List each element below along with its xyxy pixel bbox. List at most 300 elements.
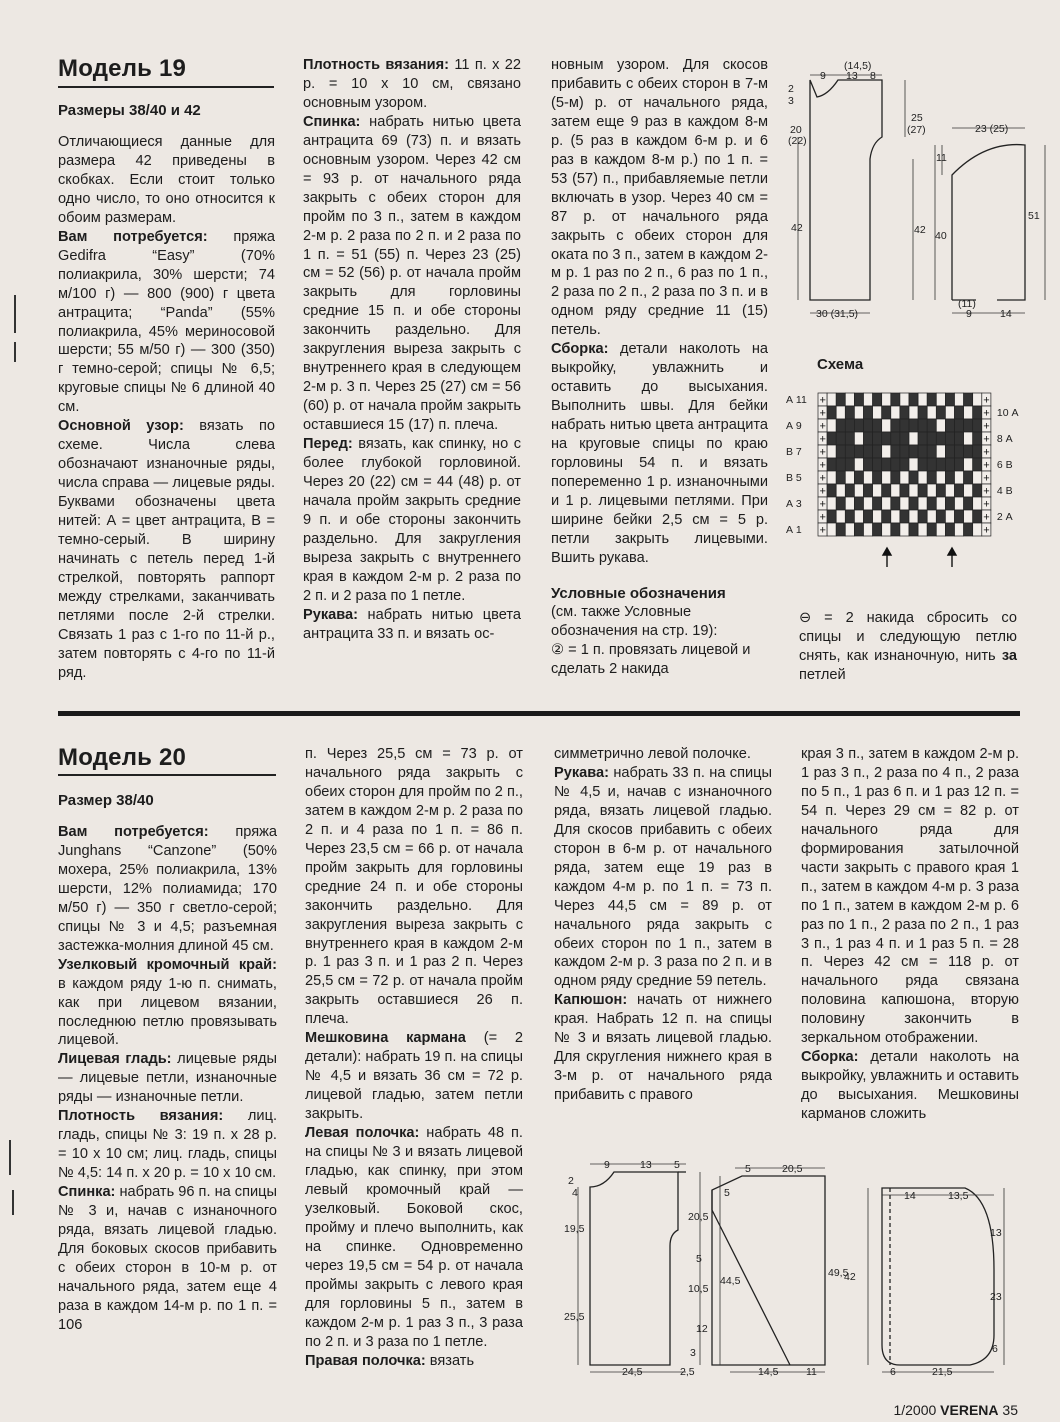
- plus-symbol-icon: +: [983, 498, 990, 511]
- paragraph-heading: Сборка:: [551, 341, 609, 358]
- footer-issue: 1/2000: [893, 1402, 937, 1418]
- paragraph-text: набрать 48 п. на спицы № 3 и вязать лицевой гладью, как спинку, при этом левый кромочный край — узелковый. Боковой скос, пройму и плечо выполнить, как на спинке. Одновременно через 19,5 см = 54 р. от начала проймы закрыть с левого края для горловины 5 п., затем в каждом 2-м р. 1 раз 3 п., 3 раза по 2 п. и 3 раза по 1 петле.: [305, 1125, 523, 1350]
- chart-cell: [845, 523, 854, 536]
- chart-cell: [891, 497, 900, 510]
- dimension-label: 13: [640, 1159, 652, 1171]
- chart-cell: [909, 393, 918, 406]
- paragraph-text: Отличающиеся данные для размера 42 приведены в скобках. Если стоит только одно число, то оно относится к обоим размерам.: [58, 134, 275, 226]
- chart-cell: [836, 393, 845, 406]
- paragraph-text: детали наколоть на выкройку, увлажнить и оставить до высыхания. Мешковины карманов сложить: [801, 1049, 1019, 1123]
- chart-cell: [909, 484, 918, 497]
- plus-symbol-icon: +: [819, 511, 826, 524]
- dimension-label: 2,5: [680, 1366, 695, 1378]
- paragraph: [58, 1107, 277, 1183]
- chart-cell: [945, 471, 954, 484]
- chart-cell: [909, 471, 918, 484]
- chart-cell: [918, 458, 927, 471]
- schema-label: Схема: [817, 356, 864, 373]
- chart-cell: [973, 419, 982, 432]
- chart-cell: [955, 393, 964, 406]
- dimension-label: 11: [936, 152, 947, 164]
- plus-symbol-icon: +: [983, 394, 990, 407]
- dimension-label: 24,5: [622, 1366, 643, 1378]
- plus-symbol-icon: +: [983, 446, 990, 459]
- paragraph-heading: Капюшон:: [554, 992, 628, 1009]
- chart-cell: [882, 523, 891, 536]
- chart-cell: [873, 419, 882, 432]
- chart-cell: [827, 432, 836, 445]
- chart-cell: [882, 393, 891, 406]
- chart-cell: [973, 523, 982, 536]
- model19-column-3: [551, 56, 768, 568]
- model19-title: Модель 19: [58, 55, 187, 82]
- chart-cell: [900, 432, 909, 445]
- dimension-label: 2: [788, 83, 794, 95]
- model19-column-2: [303, 56, 521, 644]
- model20-sizes: Размер 38/40: [58, 792, 154, 809]
- chart-cell: [900, 445, 909, 458]
- chart-cell: [955, 523, 964, 536]
- plus-symbol-icon: +: [819, 446, 826, 459]
- legend-ref: (см. также Условные обозначения на стр. 19):: [551, 604, 718, 639]
- chart-cell: [900, 458, 909, 471]
- chart-cell: [955, 406, 964, 419]
- paragraph: [303, 435, 521, 606]
- chart-cell: [854, 406, 863, 419]
- chart-cell: [882, 471, 891, 484]
- chart-cell: [909, 419, 918, 432]
- chart-grid: [818, 393, 991, 537]
- chart-cell: [955, 510, 964, 523]
- chart-row-label-right: 4 В: [996, 485, 1013, 497]
- chart-cell: [900, 523, 909, 536]
- chart-cell: [864, 523, 873, 536]
- chart-cell: [836, 419, 845, 432]
- chart-cell: [873, 484, 882, 497]
- model19-title-rule: [58, 86, 274, 88]
- paragraph: [58, 1050, 277, 1107]
- chart-cell: [900, 393, 909, 406]
- dimension-label: 13: [990, 1227, 1002, 1239]
- chart-cell: [918, 510, 927, 523]
- chart-cell: [845, 393, 854, 406]
- model19-sizes: Размеры 38/40 и 42: [58, 102, 201, 119]
- chart-cell: [873, 406, 882, 419]
- chart-cell: [836, 523, 845, 536]
- chart-cell: [845, 445, 854, 458]
- chart-cell: [873, 445, 882, 458]
- chart-cell: [882, 510, 891, 523]
- paragraph: [58, 133, 275, 228]
- chart-cell: [927, 497, 936, 510]
- dimension-label: 9: [966, 308, 972, 320]
- chart-cell: [973, 510, 982, 523]
- chart-cell: [936, 510, 945, 523]
- chart-cell: [836, 497, 845, 510]
- chart-cell: [864, 484, 873, 497]
- paragraph: [303, 113, 521, 435]
- margin-mark: [14, 295, 16, 333]
- chart-cell: [854, 510, 863, 523]
- paragraph-text: новным узором. Для скосов прибавить с обеих сторон в 7-м (5-м) р. от начального ряда, затем еще 9 раз в каждом 8-м р. (5 раз в каждом 6-м р. и 6 раз в каждом 8-м р.) по 1 п. = 53 (57) п., прибавляемые петли включать в узор. Через 40 см = 87 р. от начального ряда закрыть с обеих сторон для оката по 3 п., затем в каждом 2-м р. 1 раз по 2 п., 6 раз по 1 п., 2 раза по 2 п., 2 раза по 3 п. и в одном ряду средние 11 (15) петель.: [551, 57, 768, 339]
- dimension-label: 40: [935, 230, 947, 242]
- plus-symbol-icon: +: [819, 472, 826, 485]
- paragraph: [303, 606, 521, 644]
- paragraph-text: в каждом ряду 1-ю п. снимать, как при лицевом вязании, последнюю петлю провязывать лицевой.: [58, 975, 277, 1049]
- margin-mark: [9, 1140, 11, 1175]
- paragraph: [58, 228, 275, 418]
- paragraph-heading: Вам потребуется:: [58, 824, 209, 840]
- chart-cell: [918, 471, 927, 484]
- paragraph: [58, 956, 277, 1051]
- chart-cell: [936, 419, 945, 432]
- dimension-label: (27): [907, 124, 926, 136]
- dimension-label: 13: [846, 70, 858, 82]
- chart-cell: [891, 523, 900, 536]
- chart-cell: [827, 458, 836, 471]
- paragraph-text: лиц. гладь, спицы № 3: 19 п. х 28 р. = 10 х 10 см; лиц. гладь, спицы № 4,5: 14 п. х 20 р. = 10 х 10 см.: [58, 1108, 277, 1182]
- chart-cell: [955, 458, 964, 471]
- dimension-label: 8: [870, 70, 876, 82]
- chart-cell: [836, 471, 845, 484]
- chart-cell: [827, 497, 836, 510]
- chart-cell: [864, 445, 873, 458]
- chart-cell: [900, 510, 909, 523]
- chart-cell: [864, 393, 873, 406]
- chart-cell: [927, 406, 936, 419]
- chart-cell: [845, 497, 854, 510]
- chart-row-label-right: 8 А: [996, 433, 1013, 445]
- chart-cell: [909, 510, 918, 523]
- chart-cell: [873, 393, 882, 406]
- dimension-label: 25,5: [564, 1311, 585, 1323]
- paragraph: [305, 1124, 523, 1351]
- chart-cell: [836, 445, 845, 458]
- chart-cell: [836, 406, 845, 419]
- chart-row-label-left: А 1: [786, 524, 802, 536]
- paragraph-heading: Вам потребуется:: [58, 228, 208, 245]
- plus-symbol-icon: +: [819, 420, 826, 433]
- chart-cell: [900, 406, 909, 419]
- paragraph-heading: Правая полочка:: [305, 1352, 426, 1369]
- repeat-arrows: [883, 548, 956, 567]
- paragraph-text: вязать по схеме. Числа слева обозначают изнаночные ряды, числа справа — лицевые ряды. Буквами обозначены цвета нитей: А = цвет антрацита, В = темно-серый. В ширину начинать с петель перед 1-й стрелкой, повторять раппорт между стрелками, заканчивать петлями после 2-й стрелки. Связать 1 раз с 1-го по 11-й р., затем повторять с 4-го по 11-й ряд.: [58, 418, 275, 681]
- chart-cell: [845, 432, 854, 445]
- chart-cell: [854, 484, 863, 497]
- dimension-label: 6: [992, 1343, 998, 1355]
- model20-column-4: [801, 745, 1019, 1124]
- paragraph-heading: Мешковина кармана: [305, 1030, 466, 1047]
- paragraph: [305, 1029, 523, 1124]
- plus-symbol-icon: +: [819, 433, 826, 446]
- chart-cell: [900, 497, 909, 510]
- chart-cell: [845, 471, 854, 484]
- chart-cell: [891, 432, 900, 445]
- dimension-label: 20,5: [688, 1211, 709, 1223]
- chart-cell: [973, 458, 982, 471]
- chart-cell: [955, 484, 964, 497]
- chart-cell: [909, 497, 918, 510]
- dimension-label: 5: [696, 1253, 702, 1265]
- chart-row-label-left: В 7: [786, 446, 802, 458]
- dimension-label: 42: [791, 222, 803, 234]
- chart-cell: [964, 510, 973, 523]
- dimension-label: 14: [904, 1190, 916, 1202]
- paragraph: [58, 823, 277, 956]
- paragraph-heading: Спинка:: [303, 113, 361, 130]
- chart-cell: [864, 458, 873, 471]
- chart-row-label-right: 2 А: [996, 511, 1013, 523]
- dimension-label: 14,5: [758, 1366, 779, 1378]
- paragraph-heading: Основной узор:: [58, 418, 184, 435]
- chart-cell: [873, 497, 882, 510]
- chart-cell: [891, 406, 900, 419]
- model20-title-rule: [58, 774, 276, 776]
- chart-cell: [927, 510, 936, 523]
- dimension-label: 20: [790, 124, 802, 136]
- chart-cell: [900, 471, 909, 484]
- chart-cell: [964, 406, 973, 419]
- chart-cell: [891, 393, 900, 406]
- chart-cell: [864, 419, 873, 432]
- chart-cell: [882, 458, 891, 471]
- plus-symbol-icon: +: [983, 485, 990, 498]
- paragraph-heading: Плотность вязания:: [58, 1108, 224, 1125]
- legend-item-2-text: ⊖ = 2 накида сбросить со спицы и следующую петлю снять, как изнаночную, нить: [799, 610, 1017, 664]
- paragraph: [58, 1183, 277, 1335]
- chart-cell: [873, 510, 882, 523]
- chart-cell: [973, 471, 982, 484]
- plus-symbol-icon: +: [983, 472, 990, 485]
- chart-cell: [927, 393, 936, 406]
- dimension-label: 9: [820, 70, 826, 82]
- legend-item-2-end: петлей: [799, 667, 846, 683]
- chart-cell: [882, 406, 891, 419]
- chart-cell: [945, 432, 954, 445]
- dimension-label: 3: [690, 1347, 696, 1359]
- legend-item-1: ② = 1 п. провязать лицевой и сделать 2 накида: [551, 642, 751, 677]
- chart-cell: [836, 432, 845, 445]
- chart-cell: [945, 445, 954, 458]
- chart-cell: [864, 432, 873, 445]
- model19-pattern-diagram: [780, 55, 1050, 325]
- dimension-label: 49,5: [828, 1267, 849, 1279]
- chart-cell: [854, 471, 863, 484]
- chart-cell: [900, 484, 909, 497]
- back-front-outline: [810, 80, 882, 300]
- chart-cell: [827, 484, 836, 497]
- dimension-label: (11): [958, 298, 976, 310]
- chart-cell: [936, 445, 945, 458]
- paragraph-heading: Узелковый кромочный край:: [58, 956, 277, 973]
- paragraph: [554, 764, 772, 991]
- chart-cell: [836, 484, 845, 497]
- paragraph-text: вязать: [425, 1352, 475, 1369]
- dimension-label: (22): [788, 135, 807, 147]
- footer-page-number: 35: [1002, 1402, 1018, 1418]
- chart-cell: [891, 471, 900, 484]
- chart-cell: [873, 523, 882, 536]
- chart-cell: [827, 393, 836, 406]
- chart-cell: [864, 471, 873, 484]
- chart-cell: [964, 419, 973, 432]
- model19-column-1: [58, 133, 275, 683]
- paragraph: [554, 991, 772, 1105]
- chart-cell: [827, 523, 836, 536]
- paragraph-heading: Лицевая гладь:: [58, 1051, 172, 1068]
- dimension-label: 5: [674, 1159, 680, 1171]
- plus-symbol-icon: +: [819, 394, 826, 407]
- chart-cell: [964, 393, 973, 406]
- dimension-label: 3: [788, 95, 794, 107]
- chart-cell: [854, 445, 863, 458]
- chart-cell: [836, 510, 845, 523]
- paragraph-text: набрать нитью цвета антрацита 33 п. и вязать ос-: [303, 606, 521, 642]
- paragraph-heading: Рукава:: [303, 606, 359, 623]
- chart-cell: [845, 419, 854, 432]
- dimension-label: 30 (31,5): [816, 308, 859, 320]
- paragraph: [801, 1048, 1019, 1124]
- chart-cell: [964, 432, 973, 445]
- chart-cell: [955, 432, 964, 445]
- chart-cell: [882, 497, 891, 510]
- paragraph-heading: Спинка:: [58, 1184, 116, 1201]
- margin-mark: [14, 342, 16, 362]
- paragraph-heading: Сборка:: [801, 1049, 859, 1066]
- chart-cell: [918, 393, 927, 406]
- dimension-label: 23 (25): [975, 123, 1009, 135]
- hood-outline: [882, 1188, 994, 1365]
- chart-cell: [864, 510, 873, 523]
- chart-cell: [927, 471, 936, 484]
- paragraph-heading: Рукава:: [554, 764, 610, 781]
- dimension-label: 44,5: [720, 1275, 741, 1287]
- chart-cell: [918, 523, 927, 536]
- chart-cell: [973, 432, 982, 445]
- chart-cell: [918, 497, 927, 510]
- model20-column-1: [58, 823, 277, 1335]
- paragraph: [554, 745, 772, 764]
- paragraph: [551, 340, 768, 567]
- chart-cell: [891, 458, 900, 471]
- chart-cell: [864, 497, 873, 510]
- paragraph-heading: Перед:: [303, 436, 353, 453]
- legend-title: Условные обозначения: [551, 585, 726, 602]
- chart-cell: [891, 510, 900, 523]
- dimension-label: 21,5: [932, 1366, 953, 1378]
- plus-symbol-icon: +: [819, 407, 826, 420]
- chart-cell: [827, 419, 836, 432]
- dimension-label: 13,5: [948, 1190, 969, 1202]
- chart-cell: [973, 445, 982, 458]
- back-half-outline: [590, 1172, 678, 1365]
- chart-cell: [955, 471, 964, 484]
- chart-cell: [854, 497, 863, 510]
- chart-cell: [909, 406, 918, 419]
- chart-cell: [964, 471, 973, 484]
- chart-cell: [918, 445, 927, 458]
- chart-cell: [882, 419, 891, 432]
- paragraph-heading: Плотность вязания:: [303, 57, 450, 73]
- chart-cell: [927, 458, 936, 471]
- chart-cell: [964, 497, 973, 510]
- plus-symbol-icon: +: [819, 485, 826, 498]
- dimension-label: 23: [990, 1291, 1002, 1303]
- legend-item-2-bold: за: [1001, 648, 1017, 664]
- chart-cell: [927, 523, 936, 536]
- chart-cell: [973, 497, 982, 510]
- chart-cell: [891, 484, 900, 497]
- chart-cell: [827, 510, 836, 523]
- chart-cell: [854, 458, 863, 471]
- chart-cell: [936, 471, 945, 484]
- model20-column-2: [305, 745, 523, 1370]
- paragraph-text: пряжа Gedifra “Easy” (70% полиакрила, 30% шерсти; 74 м/100 г) — 800 (900) г цвета антрацита; “Panda” (55% полиакрила, 45% мериносовой шерсти; 55 м/50 г) — 300 (350) г темно-серой; спицы № 6,5; круговые спицы № 6 длиной 40 см.: [58, 228, 275, 416]
- paragraph: [305, 745, 523, 1029]
- chart-cell: [918, 432, 927, 445]
- dimension-label: 4: [572, 1187, 578, 1199]
- chart-cell: [936, 432, 945, 445]
- dimension-label: 11: [806, 1366, 817, 1378]
- chart-row-label-left: А 11: [786, 394, 807, 406]
- plus-symbol-icon: +: [819, 459, 826, 472]
- chart-cell: [945, 393, 954, 406]
- plus-symbol-icon: +: [819, 524, 826, 537]
- paragraph-text: вязать, как спинку, но с более глубокой горловиной. Через 20 (22) см = 44 (48) р. от начала пройм закрыть средние 9 п. и обе стороны закончить раздельно. Для закругления выреза закрыть с внутреннего края в каждом 2-м р. 2 раза по 2 п. и 2 раза по 1 петле.: [303, 436, 521, 604]
- chart-cell: [845, 406, 854, 419]
- paragraph-text: детали наколоть на выкройку, увлажнить и оставить до высыхания. Выполнить швы. Для бейки набрать нитью цвета антрацита на круговые спицы по краю горловины 54 п. и вязать попеременно 1 р. изнаночными и 1 р. лицевыми петлями. При ширине бейки 2,5 см = 5 р. петли закрыть лицевыми. Вшить рукава.: [551, 341, 768, 566]
- dimension-label: 10,5: [688, 1283, 709, 1295]
- sleeve-outline: [712, 1176, 825, 1365]
- chart-cell: [854, 393, 863, 406]
- dimension-label: 12: [696, 1323, 708, 1335]
- chart-row-label-right: 10 А: [996, 407, 1019, 419]
- dimension-label: 2: [568, 1175, 574, 1187]
- chart-cell: [854, 432, 863, 445]
- dimension-label: 51: [1028, 210, 1040, 222]
- chart-cell: [964, 523, 973, 536]
- chart-cell: [927, 419, 936, 432]
- chart-cell: [945, 510, 954, 523]
- chart-cell: [973, 406, 982, 419]
- paragraph-text: края 3 п., затем в каждом 2-м р. 1 раз 3 п., 2 раза по 4 п., 2 раза по 5 п., 1 раз 6 п. и 1 раз 12 п. = 54 п. Через 29 см = 82 р. от начального ряда для формирования затылочной части закрыть с правого края 1 п., затем в каждом 4-м р. 3 раза по 1 п., затем в каждом 2-м р. 6 раз по 1 п., 2 раза по 2 п., 1 раз 3 п., 1 раз 4 п. и 1 раз 5 п. = 28 п. Через 42 см = 118 р. от начального ряда связана половина капюшона, вторую половину закончить в зеркальном отображении.: [801, 746, 1019, 1047]
- chart-cell: [964, 445, 973, 458]
- chart-cell: [945, 484, 954, 497]
- chart-cell: [964, 484, 973, 497]
- dimension-label: (14,5): [844, 60, 872, 72]
- chart-cell: [918, 484, 927, 497]
- plus-symbol-icon: +: [983, 511, 990, 524]
- chart-row-label-left: В 5: [786, 472, 802, 484]
- chart-cell: [900, 419, 909, 432]
- paragraph-text: пряжа Junghans “Canzone” (50% мохера, 25% полиакрила, 13% шерсти, 12% полиамида; 170 м/50 г) — 350 г светло-серой; спицы № 3 и 4,5; разъемная застежка-молния длиной 45 см.: [58, 824, 277, 954]
- paragraph: [551, 56, 768, 340]
- chart-cell: [827, 406, 836, 419]
- paragraph-text: набрать нитью цвета антрацита 69 (73) п. и вязать основным узором. Через 42 см = 93 р. от начального ряда закрыть с обеих сторон для пройм по 3 п., затем в каждом 2-м р. 2 раза по 2 п. и 2 раза по 1 п. = 51 (55) п. Через 23 (25) см = 52 (56) р. от начала пройм закрыть для горловины средние 15 п. и обе стороны закончить раздельно. Для закругления выреза закрыть с внутреннего края в следующем 2-м р. 3 п. Через 25 (27) см = 56 (60) р. от начала пройм закрыть оставшиеся 15 (17) п. плеча.: [303, 113, 521, 434]
- paragraph: [305, 1352, 523, 1371]
- chart-cell: [936, 523, 945, 536]
- chart-row-label-left: А 3: [786, 498, 802, 510]
- chart-cell: [891, 445, 900, 458]
- chart-cell: [873, 471, 882, 484]
- chart-cell: [882, 445, 891, 458]
- chart-cell: [827, 445, 836, 458]
- paragraph: [801, 745, 1019, 1048]
- chart-cell: [864, 406, 873, 419]
- chart-cell: [973, 484, 982, 497]
- chart-cell: [945, 497, 954, 510]
- chart-cell: [909, 458, 918, 471]
